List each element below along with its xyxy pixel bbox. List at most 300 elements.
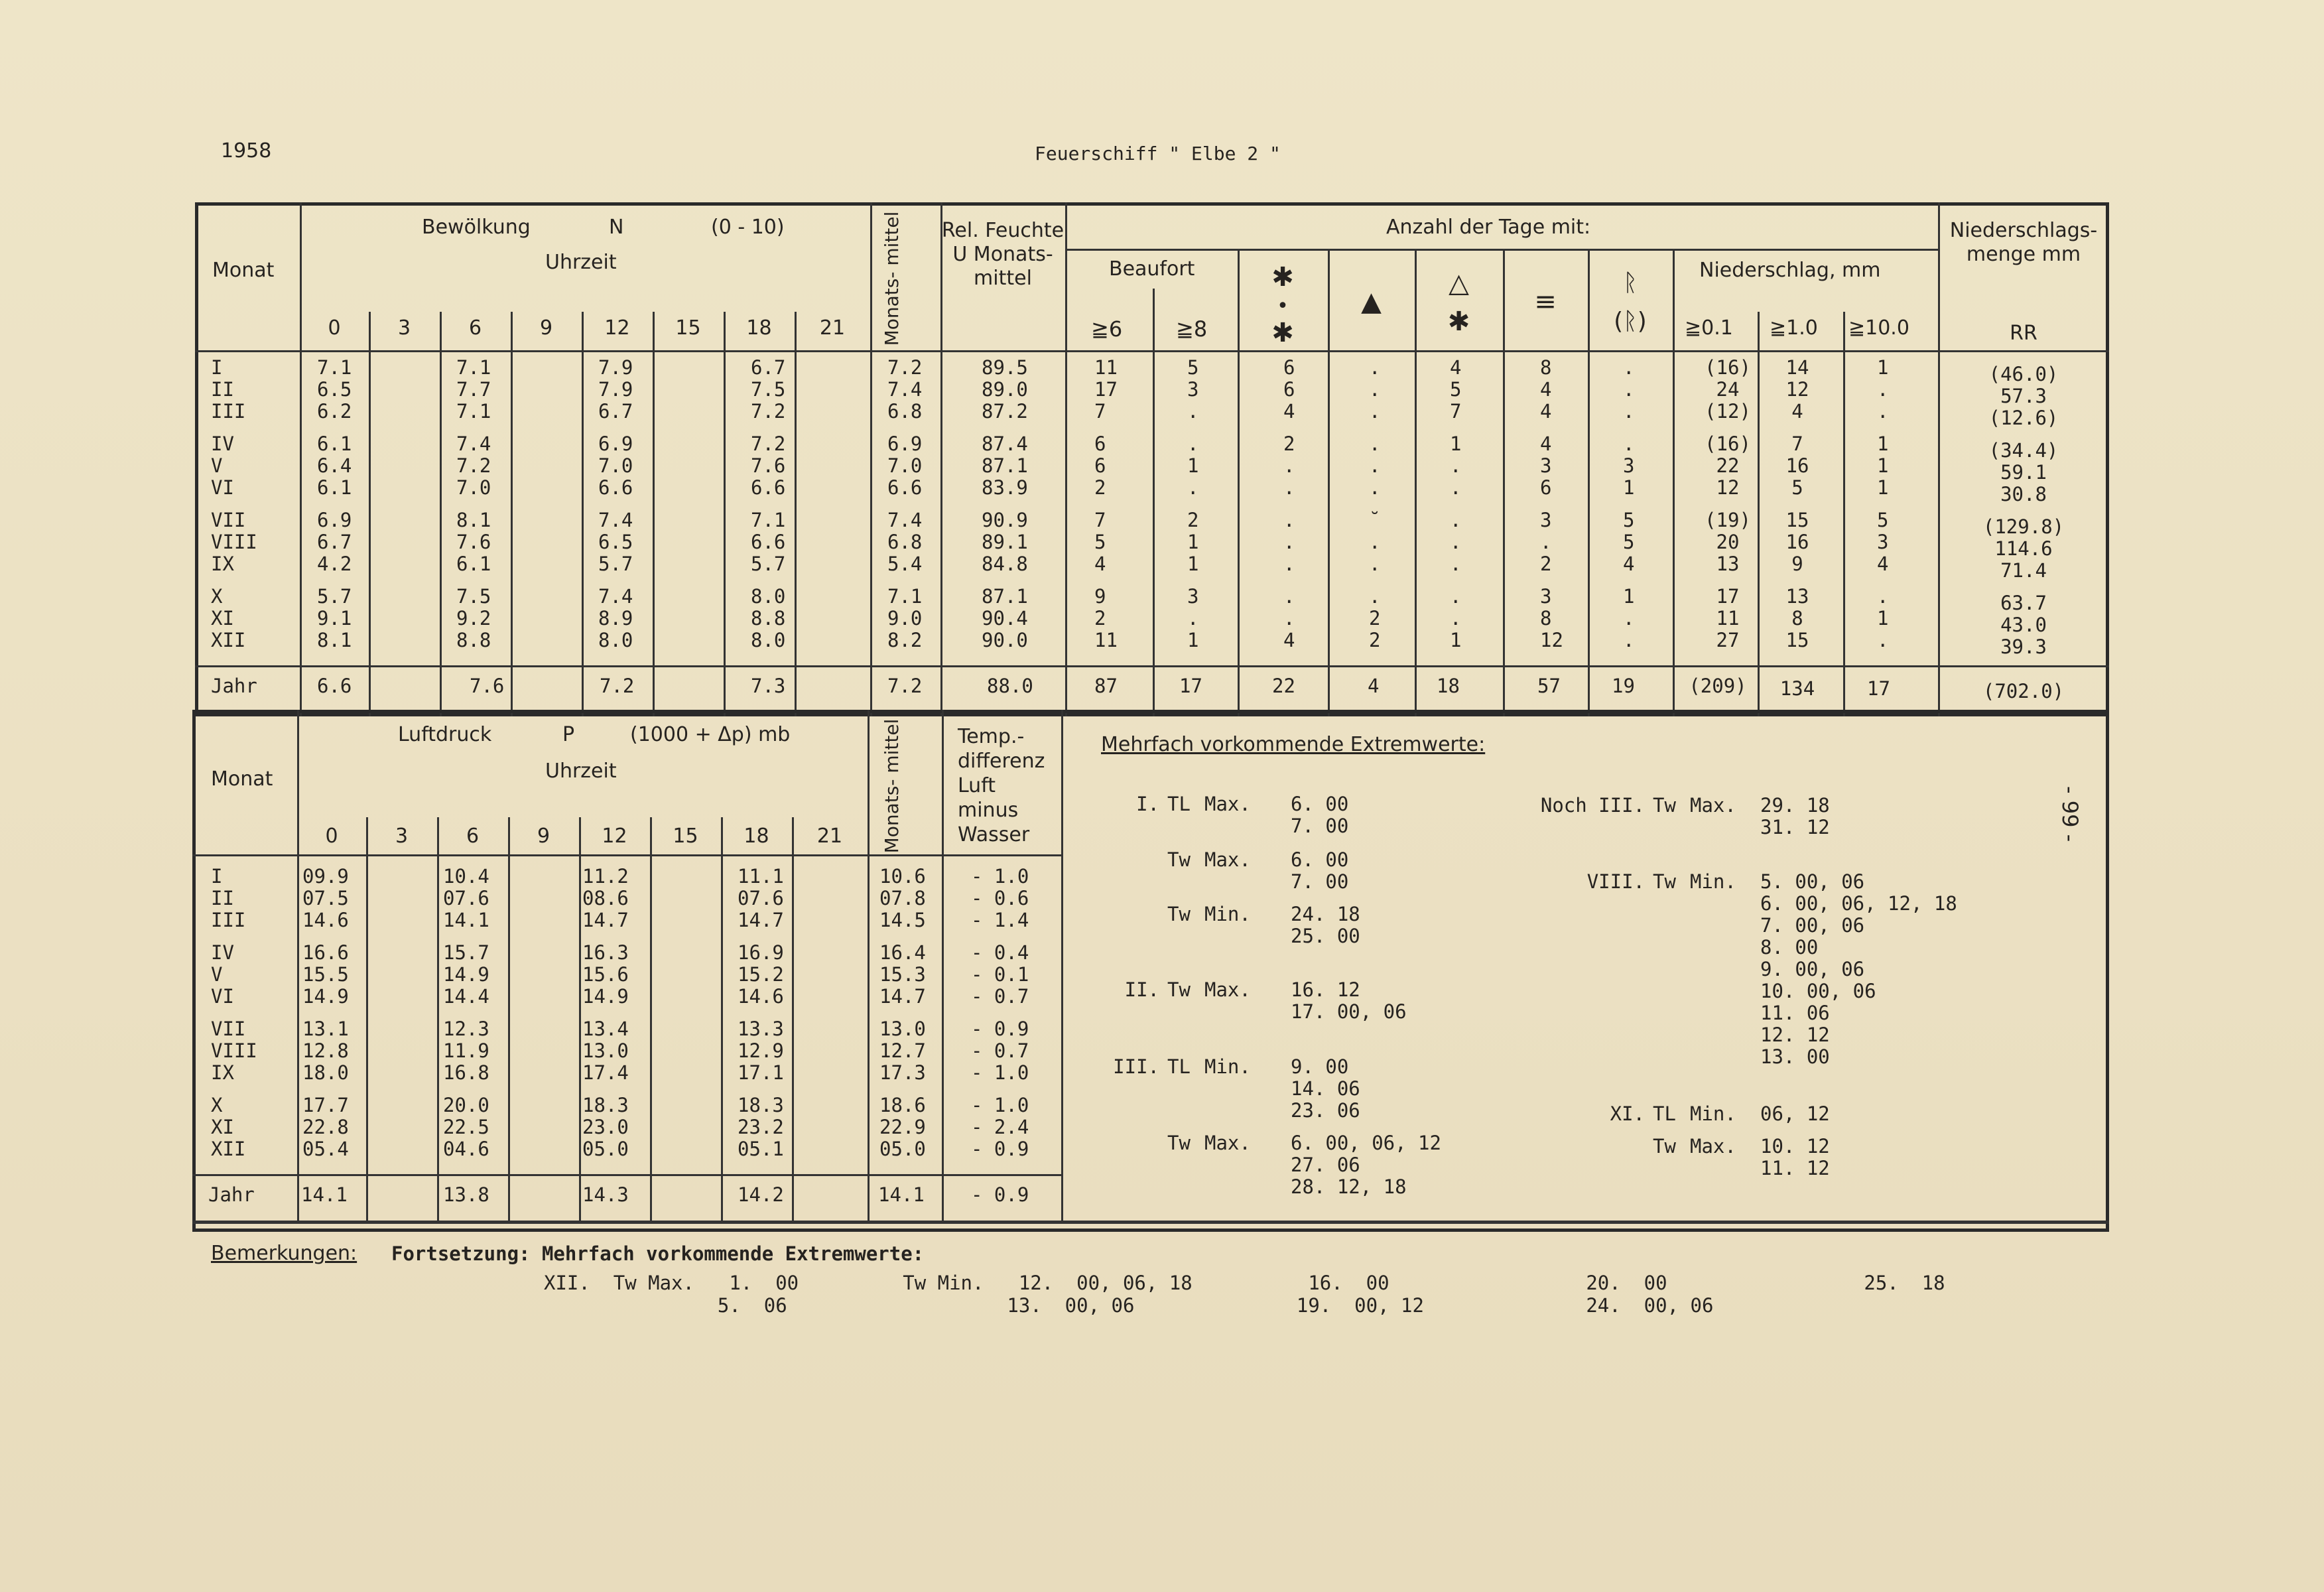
t1-fog-cell: 3	[1540, 509, 1552, 531]
grid-line	[440, 312, 442, 716]
t1-n100-cell: .	[1877, 378, 1889, 401]
extreme-k-cell: I.	[1136, 793, 1159, 815]
grid-line	[1843, 312, 1845, 716]
t1-mittel-cell: 7.4	[887, 509, 923, 531]
t2-temp-header: Temp.- differenz Luft minus Wasser	[958, 725, 1045, 846]
extreme-v-cell: 6. 00	[1291, 793, 1349, 815]
t1-n100-cell: 5	[1877, 509, 1889, 531]
t1-n100-cell: 4	[1877, 553, 1889, 575]
t1-bf8-cell: .	[1187, 607, 1199, 630]
t1-h0-cell: 6.7	[317, 531, 352, 553]
t1-h6-cell: 9.2	[456, 607, 491, 630]
t1-hail-cell: 2	[1369, 629, 1381, 651]
t1-snow-cell: .	[1283, 454, 1295, 477]
t1-snow-cell: .	[1283, 607, 1295, 630]
t2-jahr-h0: 14.1	[301, 1183, 348, 1206]
t2-h6-cell: 07.6	[443, 887, 489, 909]
t1-jahr-n01: (209)	[1689, 675, 1747, 697]
extreme-v-cell: 11. 06	[1760, 1002, 1830, 1024]
t1-hour-6: 6	[468, 316, 482, 340]
t2-mittel-cell: 22.9	[879, 1116, 926, 1138]
t1-fog-cell: 3	[1540, 585, 1552, 608]
t1-feuchte-cell: 90.0	[982, 629, 1028, 651]
extreme-s-cell: Min.	[1690, 870, 1736, 893]
t1-h0-cell: 5.7	[317, 585, 352, 608]
t1-graupel-cell: .	[1450, 454, 1462, 477]
t1-bf6-cell: 5	[1094, 531, 1106, 553]
t1-mittel-cell: 7.1	[887, 585, 923, 608]
t2-h18-cell: 12.9	[738, 1039, 784, 1062]
t1-bf8-cell: .	[1187, 432, 1199, 455]
t1-h6-cell: 7.6	[456, 531, 491, 553]
t2-hour-18: 18	[743, 825, 769, 848]
t2-h0-cell: 22.8	[302, 1116, 349, 1138]
t1-month-cell: VII	[211, 509, 246, 531]
t1-jahr-n100: 17	[1867, 677, 1890, 700]
t1-snow-cell: 4	[1283, 400, 1295, 423]
t2-h18-cell: 15.2	[738, 963, 784, 986]
t2-h12-cell: 14.7	[582, 909, 629, 931]
t2-h12-cell: 13.4	[582, 1018, 629, 1040]
t2-tdiff-cell: - 0.7	[971, 985, 1029, 1008]
grid-line	[1065, 202, 1067, 716]
extreme-p-cell: Tw	[1167, 848, 1191, 871]
t1-h0-cell: 6.5	[317, 378, 352, 401]
t2-tdiff-cell: - 0.9	[971, 1018, 1029, 1040]
t1-h18-cell: 6.6	[751, 476, 786, 499]
t1-month-cell: XII	[211, 629, 246, 651]
t2-hour-3: 3	[395, 825, 409, 848]
t1-fog-cell: 4	[1540, 432, 1552, 455]
t2-h18-cell: 11.1	[738, 865, 784, 888]
t1-n10-cell: 5	[1791, 476, 1803, 499]
t2-h0-cell: 15.5	[302, 963, 349, 986]
t1-bf6-cell: 11	[1094, 356, 1118, 379]
t2-h6-cell: 15.7	[443, 941, 489, 964]
extreme-v-cell: 14. 06	[1291, 1077, 1360, 1100]
t1-fog-cell: 2	[1540, 553, 1552, 575]
t1-snow-cell: 6	[1283, 378, 1295, 401]
t1-fog-cell: 4	[1540, 400, 1552, 423]
t1-n01-cell: (16)	[1705, 356, 1751, 379]
t1-snow-cell: .	[1283, 585, 1295, 608]
extreme-k-cell: III.	[1113, 1055, 1159, 1078]
t1-n100-cell: 1	[1877, 476, 1889, 499]
extreme-v-cell: 7. 00, 06	[1760, 914, 1865, 937]
t2-h0-cell: 12.8	[302, 1039, 349, 1062]
t2-jahr-h18: 14.2	[738, 1183, 784, 1206]
extreme-p-cell: TL	[1167, 793, 1191, 815]
grid-line	[1758, 312, 1760, 716]
t1-mittel-cell: 9.0	[887, 607, 923, 630]
t1-bf6-cell: 2	[1094, 476, 1106, 499]
t1-month-cell: IV	[211, 432, 234, 455]
grid-line	[297, 710, 299, 1221]
grid-line	[195, 350, 2109, 352]
t2-h12-cell: 15.6	[582, 963, 629, 986]
t2-h12-cell: 17.4	[582, 1061, 629, 1084]
extreme-p-cell: Tw	[1167, 1132, 1191, 1154]
t1-jahr-h18: 7.3	[751, 675, 786, 697]
t2-h18-cell: 14.7	[738, 909, 784, 931]
t1-h6-cell: 7.2	[456, 454, 491, 477]
t1-n10-cell: 16	[1785, 531, 1809, 553]
t2-h6-cell: 22.5	[443, 1116, 489, 1138]
t1-thunder-cell: .	[1623, 432, 1635, 455]
extreme-p-cell: Tw	[1167, 903, 1191, 925]
t1-thunder-cell: 1	[1623, 585, 1635, 608]
t1-jahr-fog: 57	[1537, 675, 1561, 697]
extreme-p-cell: Tw	[1653, 794, 1676, 817]
t1-mittel-cell: 6.6	[887, 476, 923, 499]
t1-n10-cell: 7	[1791, 432, 1803, 455]
t1-h12-cell: 7.9	[598, 356, 633, 379]
t1-snow-cell: .	[1283, 553, 1295, 575]
grid-line	[868, 710, 870, 1221]
t1-hour-3: 3	[397, 316, 411, 340]
t1-snow-cell: 6	[1283, 356, 1295, 379]
t1-bf6-cell: 4	[1094, 553, 1106, 575]
t2-mittel-cell: 18.6	[879, 1094, 926, 1116]
t2-mittel-cell: 14.7	[879, 985, 926, 1008]
t2-h0-cell: 16.6	[302, 941, 349, 964]
t1-h6-cell: 7.1	[456, 356, 491, 379]
t2-h18-cell: 13.3	[738, 1018, 784, 1040]
extreme-p-cell: Tw	[1167, 978, 1191, 1001]
t1-fog-cell: 6	[1540, 476, 1552, 499]
t2-mittel-cell: 17.3	[879, 1061, 926, 1084]
grid-line	[724, 312, 726, 716]
extreme-v-cell: 10. 12	[1760, 1135, 1830, 1158]
grid-line	[1328, 251, 1330, 716]
t1-jahr-bf6: 87	[1094, 675, 1118, 697]
extreme-v-cell: 24. 18	[1291, 903, 1360, 925]
t2-h18-cell: 16.9	[738, 941, 784, 964]
t1-thunder-cell: .	[1623, 400, 1635, 423]
snow-icon: ✱ • ✱	[1271, 262, 1294, 348]
extreme-v-cell: 6. 00	[1291, 848, 1349, 871]
t1-graupel-cell: .	[1450, 476, 1462, 499]
t1-graupel-cell: 1	[1450, 629, 1462, 651]
t1-thunder-cell: 3	[1623, 454, 1635, 477]
remarks-line-2: 5. 06 13. 00, 06 19. 00, 12 24. 00, 06	[544, 1294, 1714, 1317]
t1-mittel-cell: 7.4	[887, 378, 923, 401]
t1-bf8-cell: 3	[1187, 378, 1199, 401]
t1-rr-cell: (34.4)	[1988, 439, 2059, 462]
grid-line	[1673, 251, 1675, 716]
extreme-v-cell: 9. 00	[1291, 1055, 1349, 1078]
t1-rr-cell: 43.0	[2000, 614, 2047, 636]
t2-h0-cell: 14.6	[302, 909, 349, 931]
t1-fog-cell: 8	[1540, 607, 1552, 630]
t1-jahr-h12: 7.2	[600, 675, 635, 697]
t1-n01-cell: 27	[1716, 629, 1740, 651]
t2-monatsmittel-header: Monats- mittel	[881, 718, 903, 854]
t1-monat-header: Monat	[212, 259, 275, 282]
t2-mittel-cell: 05.0	[879, 1138, 926, 1160]
t1-feuchte-cell: 87.1	[982, 454, 1028, 477]
page-number: - 99 -	[2057, 786, 2083, 842]
t1-graupel-cell: .	[1450, 607, 1462, 630]
t1-rr-cell: (46.0)	[1988, 363, 2059, 385]
grid-line	[579, 817, 581, 1221]
t2-h0-cell: 17.7	[302, 1094, 349, 1116]
t1-nd10-header: ≧1.0	[1770, 316, 1818, 340]
t1-fog-cell: .	[1540, 531, 1552, 553]
t2-jahr-tdiff: - 0.9	[971, 1183, 1029, 1206]
t1-bf8-cell: 1	[1187, 553, 1199, 575]
grid-line	[1065, 249, 1938, 251]
t1-feuchte-cell: 90.4	[982, 607, 1028, 630]
t2-tdiff-cell: - 0.1	[971, 963, 1029, 986]
t1-h6-cell: 7.4	[456, 432, 491, 455]
t2-hour-9: 9	[537, 825, 550, 848]
grid-line	[511, 312, 513, 716]
extreme-p-cell: Tw	[1653, 870, 1676, 893]
t2-h6-cell: 16.8	[443, 1061, 489, 1084]
grid-line	[653, 312, 655, 716]
grid-line	[366, 817, 368, 1221]
t1-jahr-n10: 134	[1779, 677, 1815, 700]
extreme-s-cell: Max.	[1204, 848, 1251, 871]
t2-h12-cell: 13.0	[582, 1039, 629, 1062]
t1-n01-cell: 13	[1716, 553, 1740, 575]
t2-jahr-mittel: 14.1	[878, 1183, 925, 1206]
t1-menge-header: Niederschlags- menge mm	[1949, 219, 2098, 266]
t2-h0-cell: 07.5	[302, 887, 349, 909]
t1-n10-cell: 9	[1791, 553, 1803, 575]
t2-tdiff-cell: - 1.0	[971, 1061, 1029, 1084]
t1-graupel-cell: .	[1450, 509, 1462, 531]
t1-hour-15: 15	[675, 316, 701, 340]
t1-bf8-header: ≧8	[1176, 316, 1208, 342]
t1-feuchte-cell: 83.9	[982, 476, 1028, 499]
t1-hail-cell: .	[1369, 400, 1381, 423]
t1-h6-cell: 7.1	[456, 400, 491, 423]
extreme-v-cell: 9. 00, 06	[1760, 958, 1865, 980]
t1-rr-cell: 63.7	[2000, 592, 2047, 614]
t1-thunder-cell: .	[1623, 356, 1635, 379]
t1-n100-cell: 1	[1877, 607, 1889, 630]
extreme-v-cell: 29. 18	[1760, 794, 1830, 817]
grid-line	[508, 817, 510, 1221]
t1-mittel-cell: 8.2	[887, 629, 923, 651]
t1-jahr-rr: (702.0)	[1982, 680, 2065, 702]
t1-h18-cell: 7.5	[751, 378, 786, 401]
t1-h0-cell: 6.9	[317, 509, 352, 531]
t2-mittel-cell: 07.8	[879, 887, 926, 909]
t1-snow-cell: 4	[1283, 629, 1295, 651]
t1-nd100-header: ≧10.0	[1848, 316, 1909, 340]
extreme-s-cell: Max.	[1204, 1132, 1251, 1154]
grid-line	[870, 202, 872, 716]
extreme-k-cell: XI.	[1610, 1102, 1645, 1125]
t1-rr-cell: (12.6)	[1988, 407, 2059, 429]
grid-line	[192, 854, 1061, 856]
t1-fog-cell: 12	[1540, 629, 1563, 651]
extreme-v-cell: 6. 00, 06, 12	[1291, 1132, 1441, 1154]
t1-feuchte-cell: 90.9	[982, 509, 1028, 531]
t1-hour-0: 0	[328, 316, 341, 340]
t1-thunder-cell: .	[1623, 378, 1635, 401]
t1-bf6-cell: 17	[1094, 378, 1118, 401]
t1-feuchte-cell: 89.1	[982, 531, 1028, 553]
t1-bf8-cell: 1	[1187, 454, 1199, 477]
t1-bf6-cell: 7	[1094, 400, 1106, 423]
t2-tdiff-cell: - 0.9	[971, 1138, 1029, 1160]
t1-h12-cell: 6.9	[598, 432, 633, 455]
t1-rr-cell: 57.3	[2000, 385, 2047, 407]
t1-rel-feuchte-header: Rel. Feuchte U Monats- mittel	[941, 219, 1065, 290]
t1-bf6-header: ≧6	[1091, 316, 1123, 342]
t2-month-cell: VI	[211, 985, 234, 1008]
t2-month-cell: IV	[211, 941, 234, 964]
t2-luftdruck-title: Luftdruck	[398, 723, 492, 746]
t1-n10-cell: 13	[1785, 585, 1809, 608]
t1-hail-cell: .	[1369, 531, 1381, 553]
t2-h6-cell: 11.9	[443, 1039, 489, 1062]
graupel-icon: △ ✱	[1447, 268, 1470, 337]
t1-month-cell: VI	[211, 476, 234, 499]
t1-rr-cell: 114.6	[1994, 537, 2053, 560]
extreme-v-cell: 23. 06	[1291, 1099, 1360, 1122]
grid-line	[942, 710, 944, 1221]
t1-rr-cell: 39.3	[2000, 635, 2047, 658]
t1-bf8-cell: 1	[1187, 629, 1199, 651]
extreme-s-cell: Max.	[1690, 794, 1736, 817]
t1-niederschlag-header: Niederschlag, mm	[1699, 259, 1881, 282]
t1-n01-cell: 17	[1716, 585, 1740, 608]
t1-graupel-cell: .	[1450, 585, 1462, 608]
page-title: Feuerschiff " Elbe 2 "	[1035, 143, 1281, 165]
grid-line	[582, 312, 584, 716]
t2-h18-cell: 14.6	[738, 985, 784, 1008]
t1-month-cell: I	[211, 356, 223, 379]
t2-h12-cell: 05.0	[582, 1138, 629, 1160]
grid-line	[1153, 289, 1155, 716]
t1-h0-cell: 8.1	[317, 629, 352, 651]
t1-h18-cell: 7.1	[751, 509, 786, 531]
t1-n10-cell: 16	[1785, 454, 1809, 477]
extreme-k-cell: II.	[1124, 978, 1159, 1001]
t1-mittel-cell: 6.8	[887, 531, 923, 553]
t1-mittel-cell: 7.0	[887, 454, 923, 477]
t1-rr-header: RR	[2010, 322, 2037, 345]
t2-month-cell: XII	[211, 1138, 246, 1160]
t1-jahr-feuchte: 88.0	[987, 675, 1033, 697]
extreme-s-cell: Min.	[1690, 1102, 1736, 1125]
t1-h12-cell: 7.4	[598, 585, 633, 608]
t1-hail-cell: .	[1369, 378, 1381, 401]
t2-month-cell: X	[211, 1094, 223, 1116]
t2-monat-header: Monat	[211, 767, 273, 791]
t2-month-cell: VII	[211, 1018, 246, 1040]
t2-mittel-cell: 15.3	[879, 963, 926, 986]
t1-graupel-cell: 7	[1450, 400, 1462, 423]
t2-h12-cell: 08.6	[582, 887, 629, 909]
t1-h12-cell: 7.0	[598, 454, 633, 477]
t1-snow-cell: 2	[1283, 432, 1295, 455]
t2-h6-cell: 14.4	[443, 985, 489, 1008]
t2-h6-cell: 12.3	[443, 1018, 489, 1040]
t2-uhrzeit: Uhrzeit	[545, 760, 617, 783]
t1-snow-cell: .	[1283, 531, 1295, 553]
extreme-v-cell: 12. 12	[1760, 1024, 1830, 1046]
t1-bewoelkung-range: (0 - 10)	[711, 216, 785, 239]
grid-line	[721, 817, 723, 1221]
t1-mittel-cell: 6.9	[887, 432, 923, 455]
t1-h12-cell: 7.9	[598, 378, 633, 401]
t1-n01-cell: 22	[1716, 454, 1740, 477]
t1-month-cell: III	[211, 400, 246, 423]
t2-tdiff-cell: - 2.4	[971, 1116, 1029, 1138]
t1-hail-cell: ˘	[1369, 509, 1381, 531]
t1-h18-cell: 6.6	[751, 531, 786, 553]
hail-icon: ▲	[1361, 287, 1382, 317]
t1-thunder-cell: 5	[1623, 531, 1635, 553]
t1-month-cell: V	[211, 454, 223, 477]
remarks-intro: Fortsetzung: Mehrfach vorkommende Extremwerte:	[391, 1242, 925, 1265]
grid-line	[300, 202, 302, 716]
t1-h18-cell: 7.6	[751, 454, 786, 477]
t1-mittel-cell: 5.4	[887, 553, 923, 575]
t1-graupel-cell: .	[1450, 553, 1462, 575]
t1-n100-cell: 1	[1877, 356, 1889, 379]
t1-h0-cell: 9.1	[317, 607, 352, 630]
t1-h12-cell: 5.7	[598, 553, 633, 575]
grid-line	[1061, 710, 1063, 1221]
extreme-v-cell: 17. 00, 06	[1291, 1000, 1407, 1023]
t2-month-cell: II	[211, 887, 234, 909]
t2-month-cell: XI	[211, 1116, 234, 1138]
t1-mittel-cell: 7.2	[887, 356, 923, 379]
t1-n01-cell: 12	[1716, 476, 1740, 499]
t1-hail-cell: .	[1369, 432, 1381, 455]
t1-n10-cell: 15	[1785, 629, 1809, 651]
t2-hour-21: 21	[816, 825, 843, 848]
t1-n01-cell: 20	[1716, 531, 1740, 553]
t1-n100-cell: 3	[1877, 531, 1889, 553]
t1-h6-cell: 7.5	[456, 585, 491, 608]
t2-jahr-label: Jahr	[208, 1183, 255, 1206]
extreme-s-cell: Min.	[1204, 1055, 1251, 1078]
t2-tdiff-cell: - 1.4	[971, 909, 1029, 931]
t2-jahr-h6: 13.8	[443, 1183, 489, 1206]
t2-tdiff-cell: - 0.4	[971, 941, 1029, 964]
t1-h0-cell: 6.2	[317, 400, 352, 423]
t1-h18-cell: 7.2	[751, 432, 786, 455]
t1-bf6-cell: 11	[1094, 629, 1118, 651]
page-year: 1958	[221, 139, 272, 163]
t1-h6-cell: 8.1	[456, 509, 491, 531]
t1-h18-cell: 8.0	[751, 629, 786, 651]
t1-month-cell: IX	[211, 553, 234, 575]
grid-line	[192, 1174, 1061, 1176]
extreme-v-cell: 06, 12	[1760, 1102, 1830, 1125]
t1-thunder-cell: 5	[1623, 509, 1635, 531]
t1-jahr-label: Jahr	[211, 675, 257, 697]
t1-h12-cell: 6.7	[598, 400, 633, 423]
t1-rr-cell: 59.1	[2000, 461, 2047, 484]
t1-bf8-cell: 3	[1187, 585, 1199, 608]
t2-h12-cell: 11.2	[582, 865, 629, 888]
t2-h6-cell: 14.9	[443, 963, 489, 986]
t1-hour-12: 12	[604, 316, 630, 340]
t1-h12-cell: 6.5	[598, 531, 633, 553]
t1-beaufort-header: Beaufort	[1109, 257, 1195, 281]
t1-fog-cell: 3	[1540, 454, 1552, 477]
extreme-v-cell: 8. 00	[1760, 936, 1819, 959]
